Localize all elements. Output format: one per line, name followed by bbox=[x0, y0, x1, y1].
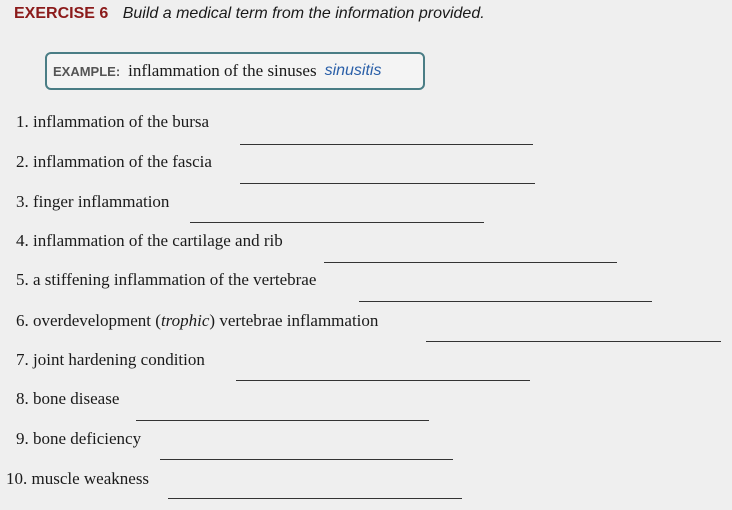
answer-line-8[interactable] bbox=[136, 420, 429, 421]
exercise-instruction: Build a medical term from the information provided. bbox=[122, 5, 485, 22]
item-text: joint hardening condition bbox=[33, 350, 205, 369]
item-text: muscle weakness bbox=[31, 469, 150, 488]
example-answer: sinusitis bbox=[324, 62, 382, 79]
item-number: 2. bbox=[16, 152, 29, 171]
question-item-6 bbox=[16, 311, 378, 331]
item-text: inflammation of the bursa bbox=[33, 112, 210, 131]
example-box bbox=[45, 52, 425, 90]
answer-line-1[interactable] bbox=[240, 144, 533, 145]
question-item-2 bbox=[16, 152, 212, 172]
question-item-1 bbox=[16, 112, 209, 132]
question-item-5 bbox=[16, 270, 316, 290]
item-number: 3. bbox=[16, 192, 29, 211]
item-number: 4. bbox=[16, 231, 29, 250]
answer-line-5[interactable] bbox=[359, 301, 652, 302]
item-text: bone deficiency bbox=[33, 429, 142, 448]
example-text: inflammation of the sinuses bbox=[128, 61, 317, 80]
answer-line-4[interactable] bbox=[324, 262, 617, 263]
example-label: EXAMPLE: bbox=[53, 63, 121, 79]
item-text-italic: trophic bbox=[160, 311, 210, 330]
question-item-7 bbox=[16, 350, 205, 370]
exercise-label: EXERCISE 6 bbox=[14, 5, 109, 22]
item-number: 8. bbox=[16, 389, 29, 408]
item-text: inflammation of the fascia bbox=[33, 152, 212, 171]
item-text-after: ) vertebrae inflammation bbox=[209, 311, 379, 330]
question-item-4 bbox=[16, 231, 283, 251]
answer-line-10[interactable] bbox=[168, 498, 462, 499]
item-number: 6. bbox=[16, 311, 29, 330]
question-item-9 bbox=[16, 429, 141, 449]
item-text: inflammation of the cartilage and rib bbox=[33, 231, 283, 250]
item-number: 7. bbox=[16, 350, 29, 369]
item-text: finger inflammation bbox=[33, 192, 170, 211]
answer-line-2[interactable] bbox=[240, 183, 535, 184]
question-item-8 bbox=[16, 389, 119, 409]
answer-line-6[interactable] bbox=[426, 341, 721, 342]
item-number: 1. bbox=[16, 112, 29, 131]
item-number: 9. bbox=[16, 429, 29, 448]
answer-line-9[interactable] bbox=[160, 459, 453, 460]
item-number: 5. bbox=[16, 270, 29, 289]
exercise-header bbox=[14, 5, 485, 23]
question-item-3 bbox=[16, 192, 169, 212]
answer-line-3[interactable] bbox=[190, 222, 484, 223]
answer-line-7[interactable] bbox=[236, 380, 530, 381]
item-number: 10. bbox=[6, 469, 28, 488]
item-text-before: overdevelopment ( bbox=[33, 311, 161, 330]
item-text: bone disease bbox=[33, 389, 120, 408]
item-text: a stiffening inflammation of the vertebrae bbox=[33, 270, 317, 289]
question-item-10 bbox=[6, 469, 149, 489]
